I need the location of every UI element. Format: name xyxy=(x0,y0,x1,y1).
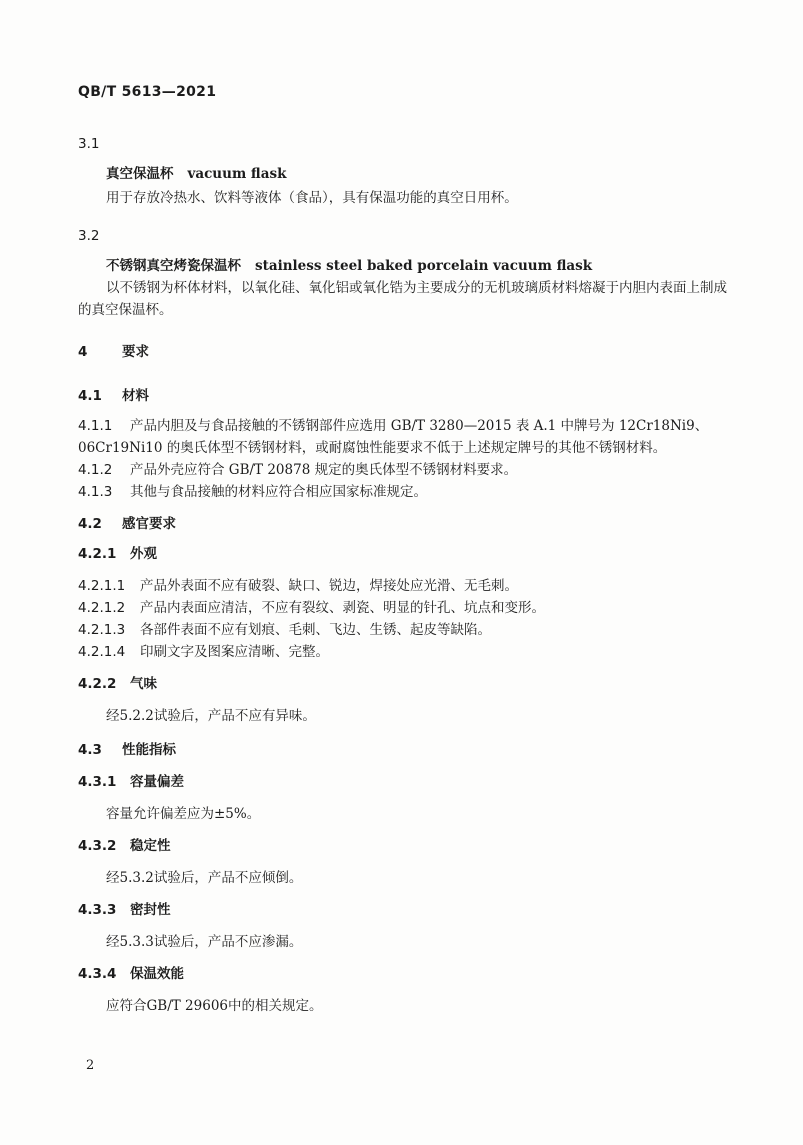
term-chinese: 不锈钢真空烤瓷保温杯 xyxy=(106,258,241,274)
clause-text xyxy=(78,416,708,436)
clause-text xyxy=(78,642,329,662)
subsection-heading xyxy=(78,964,184,984)
section-number: 4 xyxy=(78,344,88,360)
clause-text xyxy=(78,460,517,480)
clause-number: 4.2.1.2 xyxy=(78,600,126,616)
clause-number: 4.1.2 xyxy=(78,462,113,478)
page-number: 2 xyxy=(86,1058,95,1073)
clause-number: 4.2.1.4 xyxy=(78,644,126,660)
term-entry xyxy=(106,256,592,276)
section-title: 稳定性 xyxy=(130,838,171,854)
clause-text: 经5.2.2试验后，产品不应有异味。 xyxy=(106,708,316,724)
section-heading xyxy=(78,740,176,760)
section-title: 容量偏差 xyxy=(130,774,184,790)
clause-number: 3.2 xyxy=(78,228,100,244)
subsection-heading xyxy=(78,544,157,564)
clause-body: 印刷文字及图案应清晰、完整。 xyxy=(140,644,329,660)
clause-text xyxy=(78,598,545,618)
section-number: 4.1 xyxy=(78,388,102,404)
section-number: 4.3.2 xyxy=(78,838,117,854)
section-number: 4.3.3 xyxy=(78,902,117,918)
section-number: 4.3.1 xyxy=(78,774,117,790)
section-title: 要求 xyxy=(122,344,149,360)
clause-text-cont: 06Cr19Ni10 的奥氏体型不锈钢材料，或耐腐蚀性能要求不低于上述规定牌号的其他不锈钢材料。 xyxy=(78,440,667,456)
section-title: 密封性 xyxy=(130,902,171,918)
clause-number: 4.2.1.1 xyxy=(78,578,126,594)
clause-body: 产品外表面不应有破裂、缺口、锐边，焊接处应光滑、无毛刺。 xyxy=(140,578,518,594)
section-title: 气味 xyxy=(130,676,157,692)
section-heading xyxy=(78,514,176,534)
subsection-heading xyxy=(78,836,171,856)
subsection-heading xyxy=(78,772,184,792)
clause-text: 容量允许偏差应为±5%。 xyxy=(106,806,261,822)
standard-code-header: QB/T 5613—2021 xyxy=(78,84,217,100)
term-english: vacuum flask xyxy=(187,166,287,182)
clause-body: 产品内表面应清洁，不应有裂纹、剥瓷、明显的针孔、坑点和变形。 xyxy=(140,600,545,616)
section-number: 4.2.2 xyxy=(78,676,117,692)
clause-number: 3.1 xyxy=(78,136,100,152)
clause-text: 应符合GB/T 29606中的相关规定。 xyxy=(106,998,323,1014)
section-heading xyxy=(78,342,149,362)
section-number: 4.2.1 xyxy=(78,546,117,562)
clause-body: 产品外壳应符合 GB/T 20878 规定的奥氏体型不锈钢材料要求。 xyxy=(130,462,518,478)
clause-text: 经5.3.2试验后，产品不应倾倒。 xyxy=(106,870,303,886)
clause-text xyxy=(78,620,491,640)
section-title: 保温效能 xyxy=(130,966,184,982)
term-definition: 以不锈钢为杯体材料，以氧化硅、氧化铝或氧化锆为主要成分的无机玻璃质材料熔凝于内胆内表面上制成的真空保温杯。 xyxy=(78,280,727,318)
clause-text xyxy=(78,482,427,502)
section-number: 4.2 xyxy=(78,516,102,532)
term-definition: 用于存放冷热水、饮料等液体（食品），具有保温功能的真空日用杯。 xyxy=(106,190,518,206)
section-title: 感官要求 xyxy=(122,516,176,532)
clause-number: 4.1.3 xyxy=(78,484,113,500)
clause-text: 经5.3.3试验后，产品不应渗漏。 xyxy=(106,934,303,950)
clause-body: 各部件表面不应有划痕、毛刺、飞边、生锈、起皮等缺陷。 xyxy=(140,622,491,638)
clause-number: 4.1.1 xyxy=(78,418,113,434)
subsection-heading xyxy=(78,900,171,920)
section-heading xyxy=(78,386,149,406)
subsection-heading xyxy=(78,674,157,694)
term-english: stainless steel baked porcelain vacuum flask xyxy=(255,258,593,274)
section-number: 4.3.4 xyxy=(78,966,117,982)
clause-text xyxy=(78,576,518,596)
clause-number: 4.2.1.3 xyxy=(78,622,126,638)
section-title: 外观 xyxy=(130,546,157,562)
section-number: 4.3 xyxy=(78,742,102,758)
clause-body: 其他与食品接触的材料应符合相应国家标准规定。 xyxy=(130,484,427,500)
term-entry xyxy=(106,164,286,184)
section-title: 材料 xyxy=(122,388,149,404)
term-chinese: 真空保温杯 xyxy=(106,166,174,182)
section-title: 性能指标 xyxy=(122,742,176,758)
clause-body: 产品内胆及与食品接触的不锈钢部件应选用 GB/T 3280—2015 表 A.1 中牌号为 12Cr18Ni9、 xyxy=(130,418,709,434)
